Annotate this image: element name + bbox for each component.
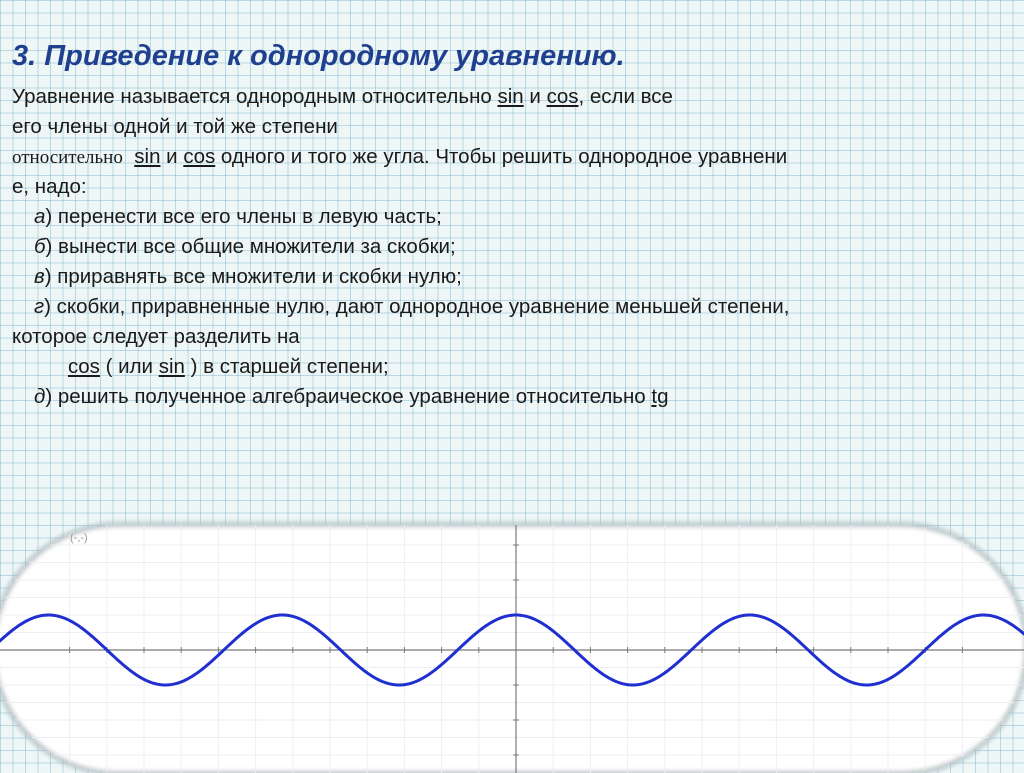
text-fragment: ) в старшей степени; <box>184 355 389 378</box>
step-g-continued: которое следует разделить на <box>12 325 300 348</box>
text-fragment: и <box>160 145 184 168</box>
step-marker: б <box>34 235 46 258</box>
text-fragment: , если все <box>578 85 673 108</box>
definition-line-2: его члены одной и той же степени <box>12 115 338 138</box>
sin-term: sin <box>134 145 161 168</box>
slide-body <box>12 82 1012 412</box>
step-a <box>12 202 1012 232</box>
cos-term: cos <box>68 355 100 378</box>
graph-grid <box>0 525 1024 773</box>
text-fragment: и <box>523 85 547 108</box>
cosine-graph-panel <box>0 525 1024 773</box>
text-fragment: ( или <box>99 355 159 378</box>
text-fragment: Уравнение называется однородным относительно <box>12 85 498 108</box>
definition-line-3 <box>12 142 1012 172</box>
sin-term: sin <box>158 355 185 378</box>
step-g-divisor <box>12 352 1012 382</box>
text-fragment: одного и того же угла. Чтобы решить однородное уравнени <box>215 145 788 168</box>
step-b <box>12 232 1012 262</box>
step-g <box>12 292 1012 322</box>
step-marker: д <box>34 385 46 408</box>
cosine-graph <box>0 525 1024 773</box>
step-text: ) вынести все общие множители за скобки; <box>45 235 456 258</box>
step-marker: в <box>34 265 45 288</box>
step-text: ) скобки, приравненные нулю, дают однородное уравнение меньшей степени, <box>44 295 790 318</box>
slide-title: 3. Приведение к однородному уравнению. <box>12 40 625 72</box>
cos-term: cos <box>183 145 216 168</box>
step-text: ) решить полученное алгебраическое уравнение относительно <box>45 385 652 408</box>
step-marker: г <box>34 295 45 318</box>
step-marker: а <box>34 205 46 228</box>
step-d <box>12 382 1012 412</box>
step-v <box>12 262 1012 292</box>
definition-line-4: е, надо: <box>12 175 87 198</box>
step-text: ) перенести все его члены в левую часть; <box>45 205 442 228</box>
cos-term: cos <box>546 85 579 108</box>
step-text: ) приравнять все множители и скобки нулю; <box>44 265 462 288</box>
text-fragment: относительно <box>12 147 123 168</box>
graph-corner-label: (-,-) <box>70 532 88 544</box>
tg-term: tg <box>651 385 669 408</box>
definition-line-1 <box>12 82 1012 112</box>
sin-term: sin <box>497 85 524 108</box>
